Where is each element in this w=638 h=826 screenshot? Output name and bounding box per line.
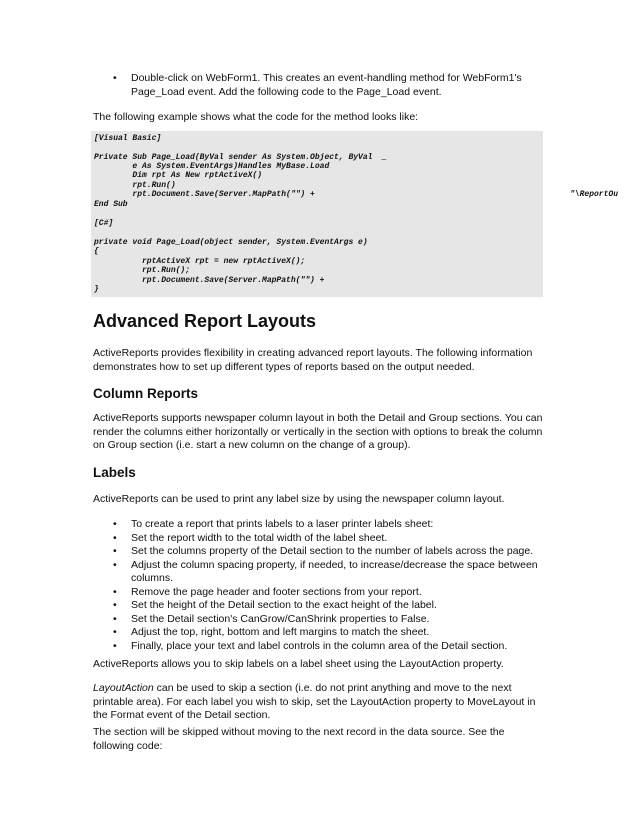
list-item: • Set the report width to the total width of the label sheet. [113, 531, 388, 544]
skip-labels-text: ActiveReports allows you to skip labels on a label sheet using the LayoutAction property. [93, 658, 504, 670]
cs-line-5: rpt.Document.Save(Server.MapPath("") + [94, 276, 325, 285]
column-reports-line1: ActiveReports supports newspaper column layout in both the Detail and Group sections. You can [93, 412, 543, 424]
vb-line-1: Private Sub Page_Load(ByVal sender As System.Object, ByVal _ [94, 153, 387, 162]
layoutaction-paragraph [93, 682, 553, 723]
vb-line-5: rpt.Document.Save(Server.MapPath("") + [94, 190, 315, 199]
bullet-icon: • [113, 558, 117, 571]
vb-line-4: rpt.Run() [94, 181, 176, 190]
bullet-icon: • [113, 639, 117, 652]
column-reports-line2: render the columns either horizontally or vertically in the section with options to break the column [93, 425, 543, 438]
cs-line-1: private void Page_Load(object sender, System.EventArgs e) [94, 238, 368, 247]
bullet-icon: • [113, 612, 117, 625]
bullet-icon: • [113, 599, 117, 611]
cs-line-2: { [94, 247, 99, 256]
vb-overflow-text: "\ReportOu [570, 190, 619, 199]
bullet-icon: • [113, 72, 117, 84]
intro-text: The following example shows what the code for the method looks like: [93, 111, 419, 123]
bullet-icon: • [113, 626, 117, 638]
code-block [91, 131, 619, 297]
list-item: • Set the Detail section's CanGrow/CanShrink properties to False. [113, 612, 430, 625]
list-item: • Set the columns property of the Detail section to the number of labels across the page. [113, 545, 534, 557]
section-intro-line2: demonstrates how to set up different types of reports based on the output needed. [93, 360, 475, 373]
section-intro-line1: ActiveReports provides flexibility in creating advanced report layouts. The following information [93, 347, 533, 359]
intro-bullet-line1: Double-click on WebForm1. This creates an event-handling method for WebForm1's [131, 72, 522, 84]
labels-heading: Labels [93, 465, 136, 480]
bullet-continuation: columns. [131, 572, 174, 584]
vb-line-6: End Sub [94, 200, 128, 209]
list-item: • Adjust the top, right, bottom and left margins to match the sheet. [113, 626, 430, 638]
final-line2: following code: [93, 739, 163, 752]
cs-line-4: rpt.Run(); [94, 266, 191, 275]
vb-line-3: Dim rpt As New rptActiveX() [94, 171, 263, 180]
column-reports-line3: on Group section (i.e. start a new column on the change of a group). [93, 439, 411, 451]
list-item: • To create a report that prints labels to a laser printer labels sheet: [113, 518, 434, 530]
list-item: • Set the height of the Detail section to the exact height of the label. [113, 599, 437, 611]
labels-bullet-list [93, 518, 553, 653]
cs-line-3: rptActiveX rpt = new rptActiveX(); [94, 257, 306, 266]
layoutaction-line2: printable area). For each label you wish to skip, set the LayoutAction property to MoveLayout in [93, 695, 536, 708]
vb-line-2: e As System.EventArgs)Handles MyBase.Load [94, 162, 330, 171]
bullet-icon: • [113, 518, 117, 530]
cs-label: [C#] [94, 219, 114, 228]
labels-intro: ActiveReports can be used to print any label size by using the newspaper column layout. [93, 493, 505, 505]
section-title: Advanced Report Layouts [93, 311, 317, 331]
column-reports-heading: Column Reports [93, 386, 199, 401]
vb-label: [Visual Basic] [94, 134, 162, 143]
bullet-icon: • [113, 545, 117, 557]
column-reports-text [93, 412, 553, 453]
bullet-icon: • [113, 585, 117, 598]
cs-line-6: } [94, 285, 99, 294]
section-intro [93, 347, 553, 374]
list-item: • Remove the page header and footer sections from your report. [113, 585, 422, 598]
list-item: • Adjust the column spacing property, if needed, to increase/decrease the space between columns. [113, 558, 538, 584]
final-line1: The section will be skipped without moving to the next record in the data source. See the [93, 726, 505, 738]
final-paragraph [93, 726, 553, 753]
layoutaction-rest: can be used to skip a section (i.e. do not print anything and move to the next [153, 682, 512, 694]
intro-bullet-line2: Page_Load event. Add the following code to the Page_Load event. [131, 85, 442, 98]
layoutaction-term: LayoutAction [93, 682, 154, 694]
list-item: • Finally, place your text and label controls in the column area of the Detail section. [113, 639, 508, 652]
intro-bullet [93, 72, 553, 99]
layoutaction-line3: the Format event of the Detail section. [93, 709, 271, 721]
bullet-icon: • [113, 531, 117, 544]
